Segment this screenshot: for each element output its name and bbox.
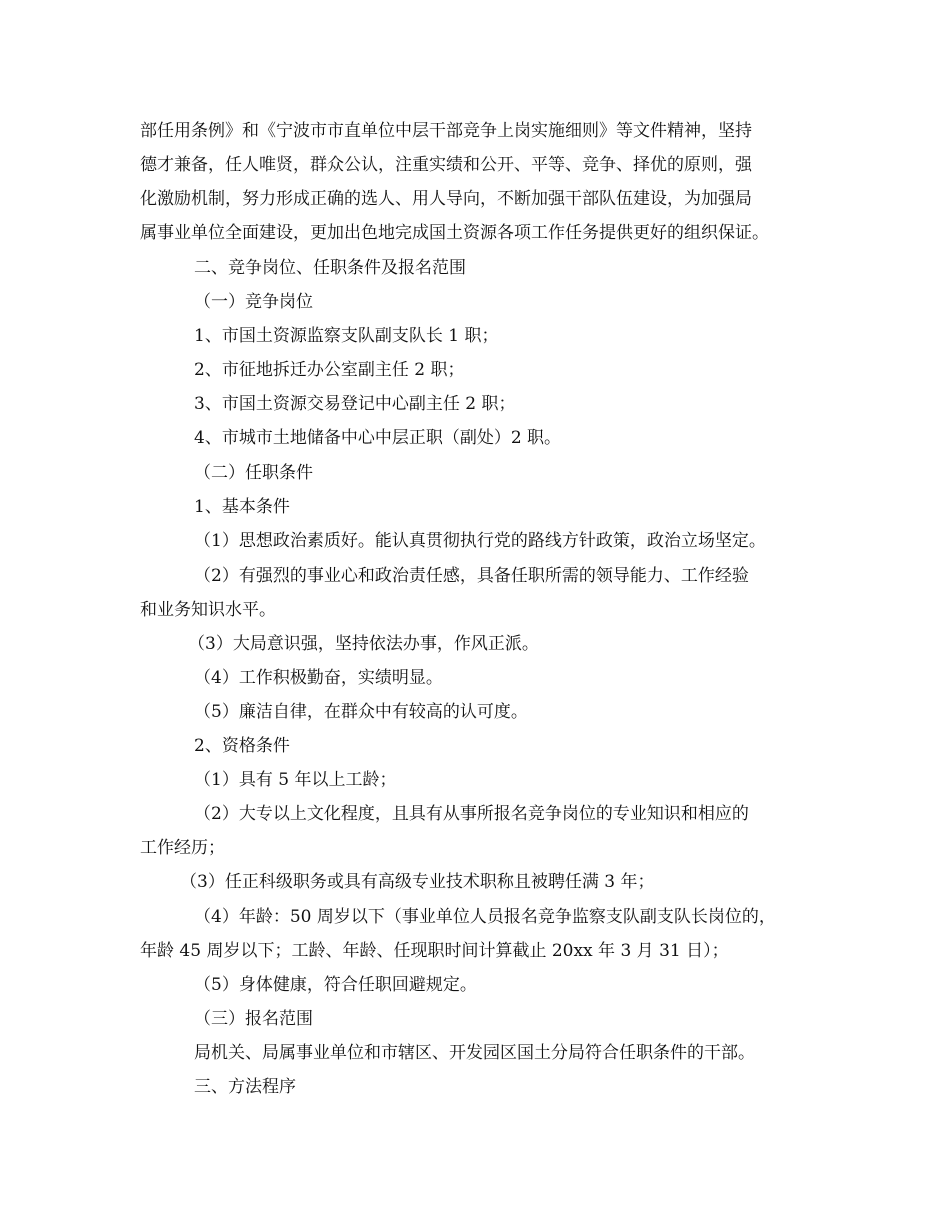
list-item: 1、市国土资源监察支队副支队长 1 职； — [194, 326, 499, 346]
section-heading: 三、方法程序 — [194, 1077, 296, 1097]
list-item: （5）廉洁自律，在群众中有较高的认可度。 — [194, 702, 528, 722]
list-item-continuation: 和业务知识水平。 — [140, 600, 276, 620]
paragraph-line: 局机关、局属事业单位和市辖区、开发园区国土分局符合任职条件的干部。 — [194, 1043, 755, 1063]
list-item: （4）年龄：50 周岁以下（事业单位人员报名竞争监察支队副支队长岗位的， — [194, 907, 776, 927]
paragraph-line: 属事业单位全面建设，更加出色地完成国土资源各项工作任务提供更好的组织保证。 — [140, 223, 769, 243]
list-item-continuation: 年龄 45 周岁以下；工龄、年龄、任现职时间计算截止 20xx 年 3 月 31 日）； — [140, 941, 729, 961]
list-item: 2、市征地拆迁办公室副主任 2 职； — [194, 360, 465, 380]
list-item: （3）任正科级职务或具有高级专业技术职称且被聘任满 3 年； — [180, 872, 655, 892]
list-item: （1）具有 5 年以上工龄； — [194, 770, 397, 790]
section-heading: 二、竞争岗位、任职条件及报名范围 — [194, 258, 466, 278]
list-heading: 2、资格条件 — [194, 736, 290, 756]
subsection-heading: （一）竞争岗位 — [194, 292, 313, 312]
paragraph-line: 化激励机制，努力形成正确的选人、用人导向，不断加强干部队伍建设，为加强局 — [140, 189, 752, 209]
paragraph-line: 德才兼备，任人唯贤，群众公认，注重实绩和公开、平等、竞争、择优的原则，强 — [140, 155, 752, 175]
list-item: （4）工作积极勤奋，实绩明显。 — [194, 668, 443, 688]
list-item: （5）身体健康，符合任职回避规定。 — [194, 975, 477, 995]
list-item: （1）思想政治素质好。能认真贯彻执行党的路线方针政策，政治立场坚定。 — [194, 531, 766, 551]
list-heading: 1、基本条件 — [194, 497, 290, 517]
list-item: （2）有强烈的事业心和政治责任感，具备任职所需的领导能力、工作经验 — [194, 566, 749, 586]
list-item-continuation: 工作经历； — [140, 838, 225, 858]
list-item: （3）大局意识强，坚持依法办事，作风正派。 — [188, 634, 539, 654]
list-item: 3、市国土资源交易登记中心副主任 2 职； — [194, 394, 516, 414]
subsection-heading: （二）任职条件 — [194, 463, 313, 483]
list-item: 4、市城市土地储备中心中层正职（副处）2 职。 — [194, 428, 562, 448]
list-item: （2）大专以上文化程度，且具有从事所报名竞争岗位的专业知识和相应的 — [194, 804, 749, 824]
subsection-heading: （三）报名范围 — [194, 1009, 313, 1029]
paragraph-line: 部任用条例》和《宁波市市直单位中层干部竞争上岗实施细则》等文件精神，坚持 — [140, 121, 752, 141]
